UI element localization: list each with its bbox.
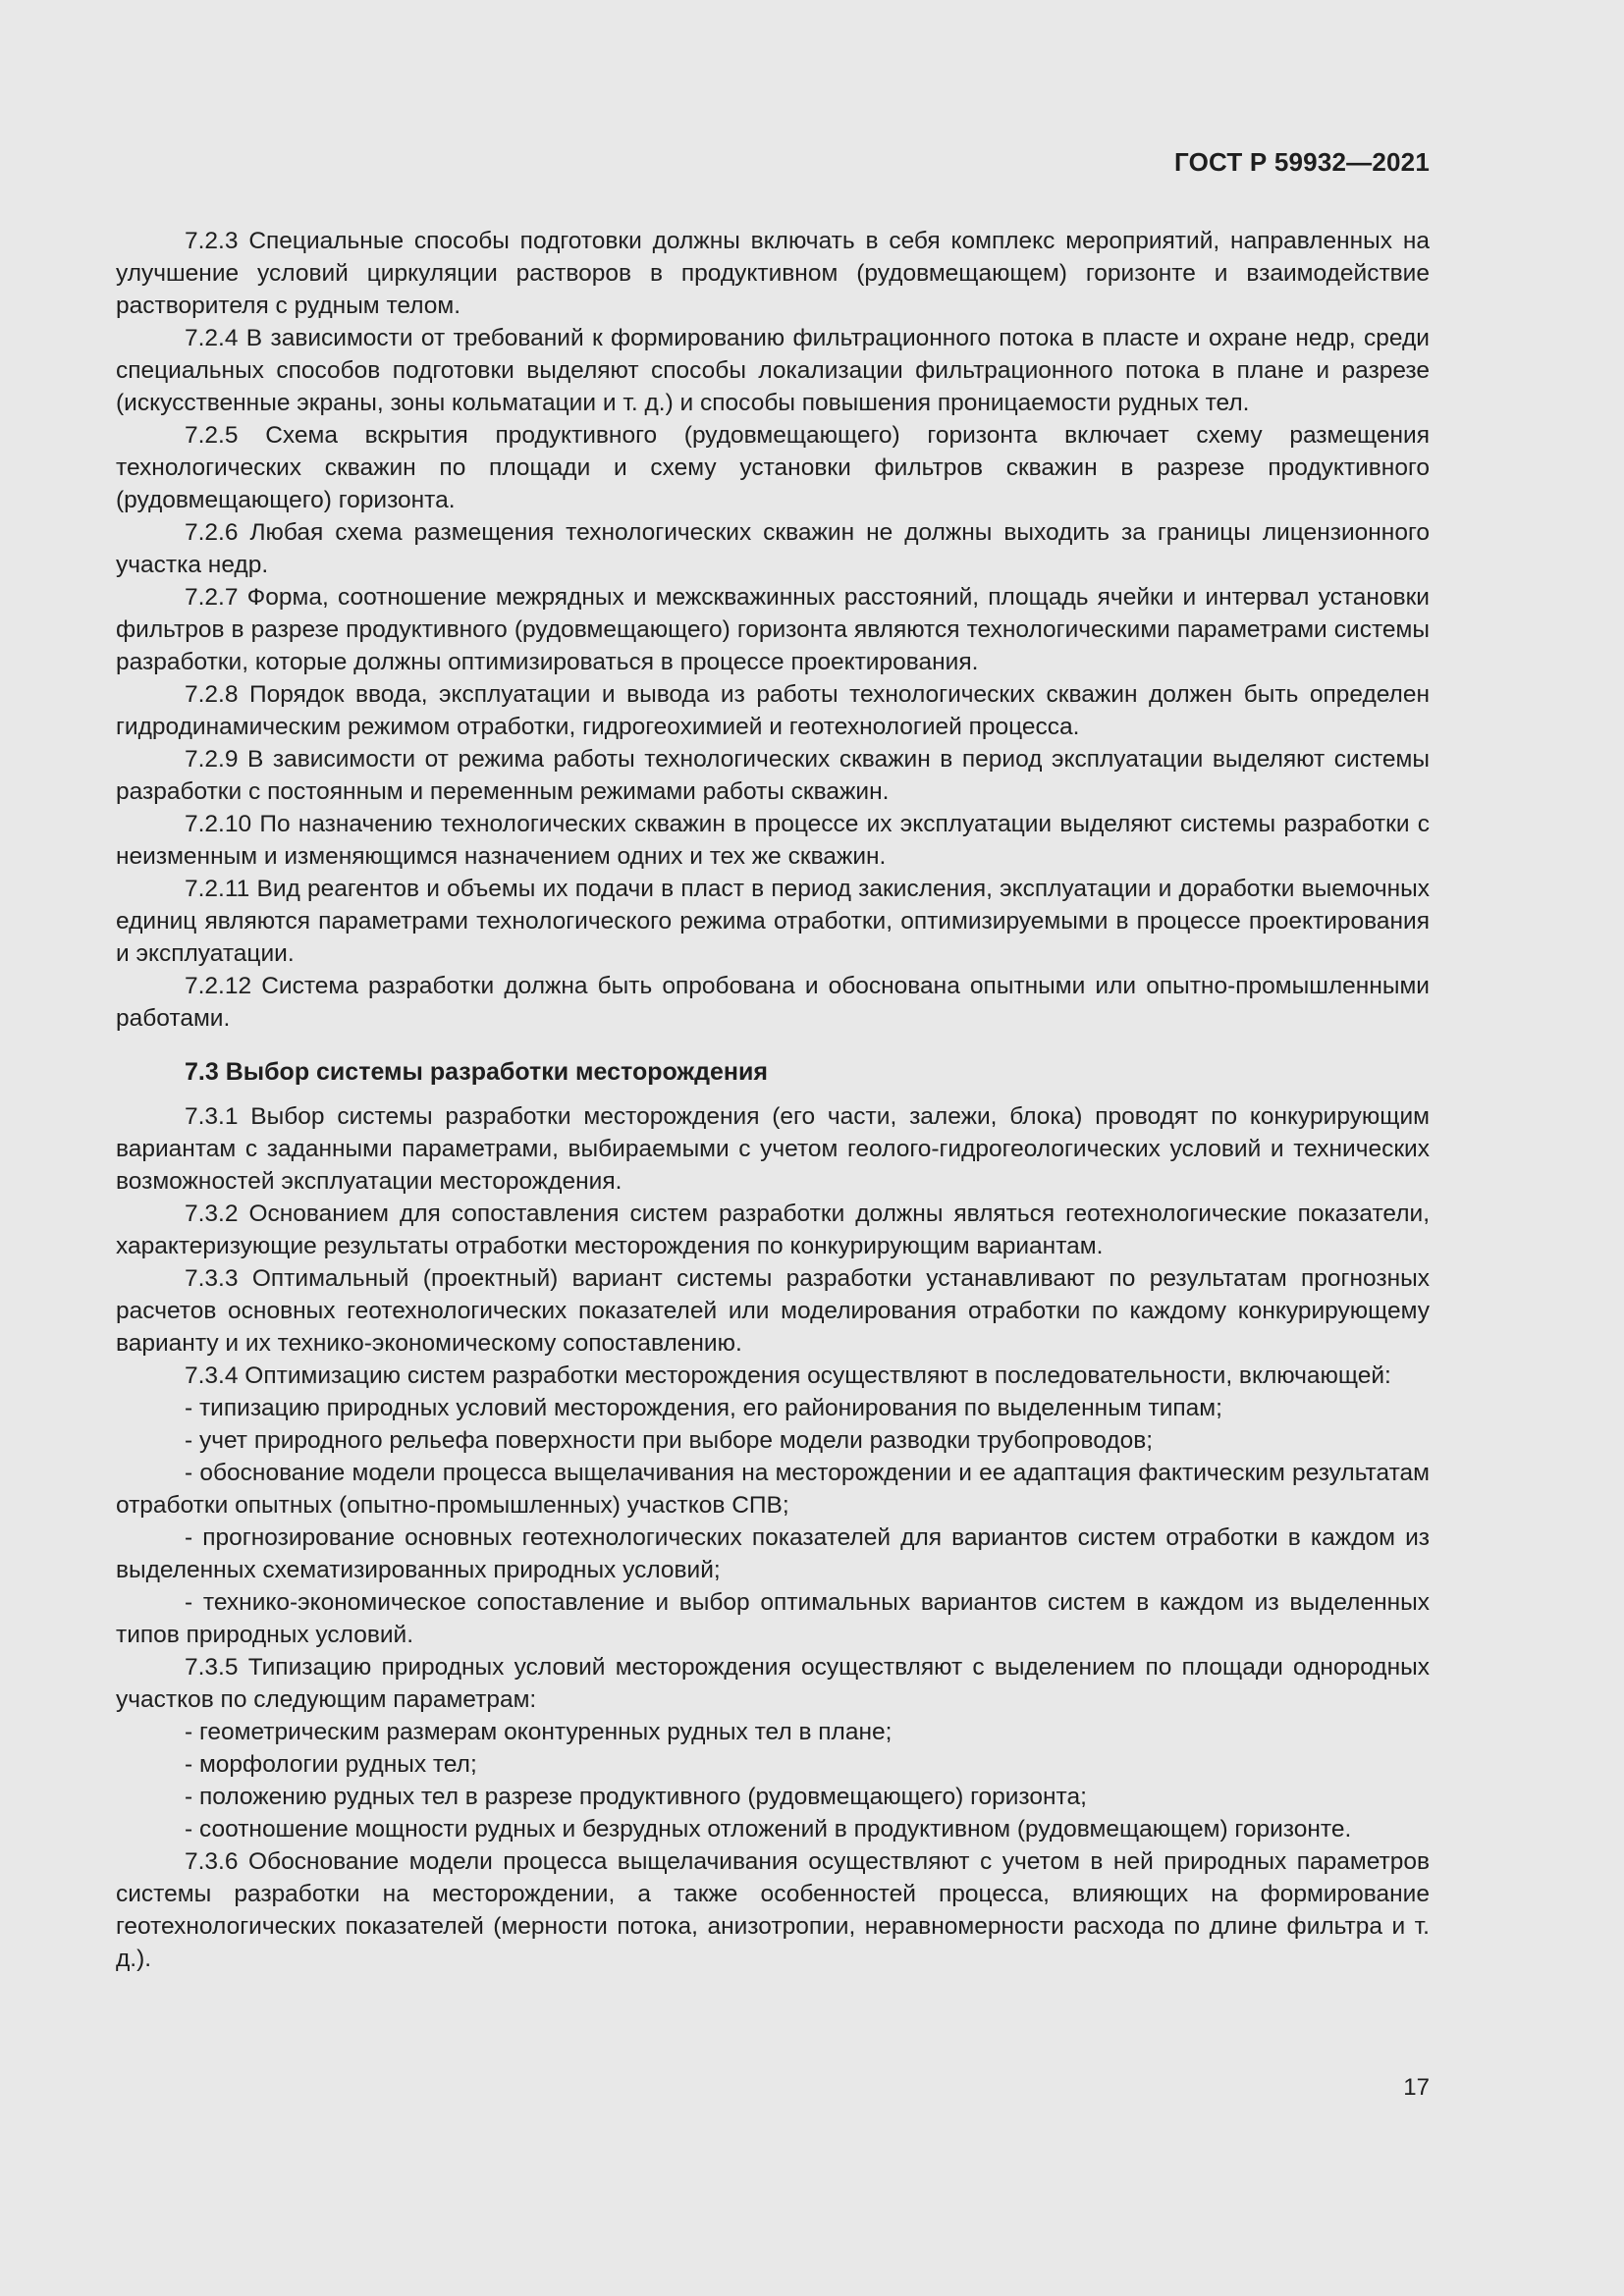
paragraph-7-2-3: 7.2.3 Специальные способы подготовки должны включать в себя комплекс мероприятий, направленных на улучшение условий циркуляции растворов в продуктивном (рудовмещающем) горизонте и взаимодействие растворителя с рудным телом. (116, 228, 1430, 319)
list-item: - положению рудных тел в разрезе продуктивного (рудовмещающего) горизонта; (185, 1784, 1087, 1810)
document-header-standard-id: ГОСТ Р 59932—2021 (1174, 147, 1430, 177)
paragraph-7-3-6: 7.3.6 Обоснование модели процесса выщелачивания осуществляют с учетом в ней природных параметров системы разработки на месторождении, а также особенностей процесса, влияющих на формирование геотехнологических показателей (мерности потока, анизотропии, неравномерности расхода по длине фильтра и т. д.). (116, 1848, 1430, 1972)
list-item: - геометрическим размерам оконтуренных рудных тел в плане; (185, 1719, 893, 1745)
list-item: - соотношение мощности рудных и безрудных отложений в продуктивном (рудовмещающем) горизонте. (185, 1816, 1352, 1842)
paragraph-7-2-12: 7.2.12 Система разработки должна быть опробована и обоснована опытными или опытно-промышленными работами. (116, 973, 1430, 1032)
list-item: - типизацию природных условий месторождения, его районирования по выделенным типам; (185, 1395, 1222, 1421)
page-number: 17 (1403, 2074, 1430, 2101)
paragraph-7-2-9: 7.2.9 В зависимости от режима работы технологических скважин в период эксплуатации выделяют системы разработки с постоянным и переменным режимами работы скважин. (116, 746, 1430, 805)
paragraph-7-3-4: 7.3.4 Оптимизацию систем разработки месторождения осуществляют в последовательности, включающей: (185, 1362, 1391, 1389)
list-item: - обоснование модели процесса выщелачивания на месторождении и ее адаптация фактическим результатам отработки опытных (опытно-промышленных) участков СПВ; (116, 1460, 1430, 1519)
list-item: - морфологии рудных тел; (185, 1751, 477, 1778)
paragraph-7-2-10: 7.2.10 По назначению технологических скважин в процессе их эксплуатации выделяют системы разработки с неизменным и изменяющимся назначением одних и тех же скважин. (116, 811, 1430, 870)
paragraph-7-3-2: 7.3.2 Основанием для сопоставления систем разработки должны являться геотехнологические показатели, характеризующие результаты отработки месторождения по конкурирующим вариантам. (116, 1201, 1430, 1259)
paragraph-7-2-6: 7.2.6 Любая схема размещения технологических скважин не должны выходить за границы лицензионного участка недр. (116, 519, 1430, 578)
paragraph-7-2-8: 7.2.8 Порядок ввода, эксплуатации и вывода из работы технологических скважин должен быть определен гидродинамическим режимом отработки, гидрогеохимией и геотехнологией процесса. (116, 681, 1430, 740)
paragraph-7-2-4: 7.2.4 В зависимости от требований к формированию фильтрационного потока в пласте и охране недр, среди специальных способов подготовки выделяют способы локализации фильтрационного потока в плане и разрезе (искусственные экраны, зоны кольматации и т. д.) и способы повышения проницаемости рудных тел. (116, 325, 1430, 416)
document-body (116, 225, 1430, 1975)
paragraph-7-2-7: 7.2.7 Форма, соотношение межрядных и межскважинных расстояний, площадь ячейки и интервал установки фильтров в разрезе продуктивного (рудовмещающего) горизонта являются технологическими параметрами системы разработки, которые должны оптимизироваться в процессе проектирования. (116, 584, 1430, 675)
list-item: - технико-экономическое сопоставление и выбор оптимальных вариантов систем в каждом из выделенных типов природных условий. (116, 1589, 1430, 1648)
list-item: - учет природного рельефа поверхности при выборе модели разводки трубопроводов; (185, 1427, 1154, 1454)
paragraph-7-3-3: 7.3.3 Оптимальный (проектный) вариант системы разработки устанавливают по результатам прогнозных расчетов основных геотехнологических показателей или моделирования отработки по каждому конкурирующему варианту и их технико-экономическому сопоставлению. (116, 1265, 1430, 1357)
paragraph-7-2-5: 7.2.5 Схема вскрытия продуктивного (рудовмещающего) горизонта включает схему размещения технологических скважин по площади и схему установки фильтров скважин в разрезе продуктивного (рудовмещающего) горизонта. (116, 422, 1430, 513)
paragraph-7-3-5: 7.3.5 Типизацию природных условий месторождения осуществляют с выделением по площади однородных участков по следующим параметрам: (116, 1654, 1430, 1713)
section-title-7-3: 7.3 Выбор системы разработки месторождения (185, 1058, 768, 1086)
paragraph-7-2-11: 7.2.11 Вид реагентов и объемы их подачи в пласт в период закисления, эксплуатации и доработки выемочных единиц являются параметрами технологического режима отработки, оптимизируемыми в процессе проектирования и эксплуатации. (116, 876, 1430, 967)
paragraph-7-3-1: 7.3.1 Выбор системы разработки месторождения (его части, залежи, блока) проводят по конкурирующим вариантам с заданными параметрами, выбираемыми с учетом геолого-гидрогеологических условий и технических возможностей эксплуатации месторождения. (116, 1103, 1430, 1195)
list-item: - прогнозирование основных геотехнологических показателей для вариантов систем отработки в каждом из выделенных схематизированных природных условий; (116, 1524, 1430, 1583)
